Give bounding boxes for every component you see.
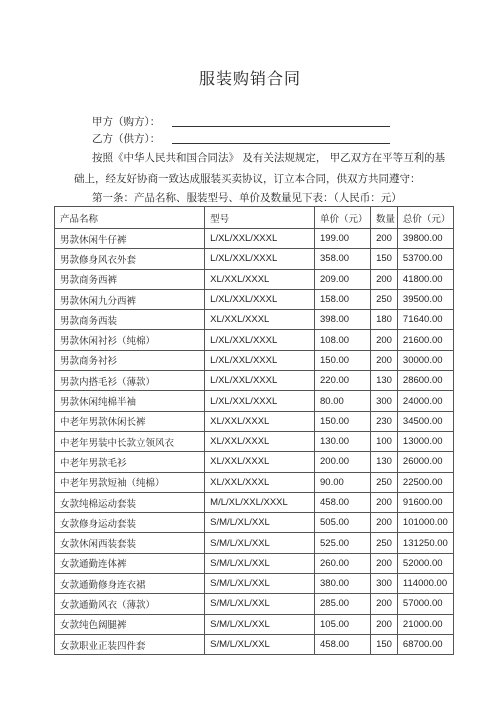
cell-total-price: 21000.00 bbox=[397, 614, 453, 634]
cell-model: S/M/L/XL/XXL bbox=[205, 553, 315, 573]
cell-total-price: 53700.00 bbox=[397, 249, 453, 269]
cell-unit-price: 90.00 bbox=[315, 472, 371, 492]
cell-model: M/L/XL/XXL/XXXL bbox=[205, 492, 315, 512]
table-row bbox=[55, 533, 454, 553]
table-row bbox=[55, 594, 454, 614]
cell-unit-price: 220.00 bbox=[315, 371, 371, 391]
cell-model: L/XL/XXL/XXXL bbox=[205, 289, 315, 309]
cell-unit-price: 358.00 bbox=[315, 249, 371, 269]
cell-unit-price: 505.00 bbox=[315, 513, 371, 533]
cell-total-price: 22500.00 bbox=[397, 472, 453, 492]
cell-unit-price: 458.00 bbox=[315, 634, 371, 654]
cell-product-name: 女款纯棉运动套装 bbox=[55, 492, 205, 512]
party-b-blank-line bbox=[172, 133, 390, 144]
cell-product-name: 男款内搭毛衫（薄款） bbox=[55, 371, 205, 391]
cell-quantity: 250 bbox=[371, 289, 398, 309]
cell-product-name: 男款商务衬衫 bbox=[55, 350, 205, 370]
cell-quantity: 200 bbox=[371, 350, 398, 370]
cell-model: S/M/L/XL/XXL bbox=[205, 634, 315, 654]
party-a-row bbox=[92, 114, 390, 129]
cell-product-name: 中老年男款短袖（纯棉） bbox=[55, 472, 205, 492]
cell-unit-price: 458.00 bbox=[315, 492, 371, 512]
cell-quantity: 200 bbox=[371, 229, 398, 249]
table-row bbox=[55, 350, 454, 370]
cell-model: L/XL/XXL/XXXL bbox=[205, 371, 315, 391]
cell-model: XL/XXL/XXXL bbox=[205, 310, 315, 330]
document-title: 服装购销合同 bbox=[198, 69, 301, 88]
cell-quantity: 200 bbox=[371, 269, 398, 289]
cell-total-price: 91600.00 bbox=[397, 492, 453, 512]
product-table bbox=[54, 206, 454, 655]
cell-quantity: 250 bbox=[371, 472, 398, 492]
table-row bbox=[55, 513, 454, 533]
cell-total-price: 13000.00 bbox=[397, 431, 453, 451]
cell-unit-price: 80.00 bbox=[315, 391, 371, 411]
table-row bbox=[55, 249, 454, 269]
cell-model: S/M/L/XL/XXL bbox=[205, 594, 315, 614]
cell-total-price: 68700.00 bbox=[397, 634, 453, 654]
party-a-label: 甲方（购方）： bbox=[92, 116, 161, 128]
header-total-price: 总价（元） bbox=[397, 207, 453, 229]
cell-total-price: 34500.00 bbox=[397, 411, 453, 431]
cell-product-name: 女款通勤风衣（薄款） bbox=[55, 594, 205, 614]
cell-quantity: 200 bbox=[371, 492, 398, 512]
cell-quantity: 180 bbox=[371, 310, 398, 330]
cell-product-name: 女款通勤连体裤 bbox=[55, 553, 205, 573]
cell-unit-price: 130.00 bbox=[315, 431, 371, 451]
cell-product-name: 女款修身运动套装 bbox=[55, 513, 205, 533]
cell-unit-price: 260.00 bbox=[315, 553, 371, 573]
table-row bbox=[55, 229, 454, 249]
cell-product-name: 男款商务西裤 bbox=[55, 269, 205, 289]
table-row bbox=[55, 553, 454, 573]
cell-quantity: 150 bbox=[371, 634, 398, 654]
cell-quantity: 230 bbox=[371, 411, 398, 431]
cell-model: L/XL/XXL/XXXL bbox=[205, 330, 315, 350]
cell-model: L/XL/XXL/XXXL bbox=[205, 249, 315, 269]
cell-model: XL/XXL/XXXL bbox=[205, 452, 315, 472]
table-header-row bbox=[55, 207, 454, 229]
cell-model: L/XL/XXL/XXXL bbox=[205, 229, 315, 249]
cell-product-name: 女款纯色阔腿裤 bbox=[55, 614, 205, 634]
cell-quantity: 130 bbox=[371, 452, 398, 472]
cell-quantity: 200 bbox=[371, 614, 398, 634]
cell-quantity: 300 bbox=[371, 574, 398, 594]
header-product-name: 产品名称 bbox=[55, 207, 205, 229]
cell-total-price: 101000.00 bbox=[397, 513, 453, 533]
cell-model: S/M/L/XL/XXL bbox=[205, 513, 315, 533]
cell-product-name: 男款休闲九分西裤 bbox=[55, 289, 205, 309]
cell-total-price: 131250.00 bbox=[397, 533, 453, 553]
cell-model: XL/XXL/XXXL bbox=[205, 411, 315, 431]
cell-quantity: 200 bbox=[371, 330, 398, 350]
cell-product-name: 中老年男款休闲长裤 bbox=[55, 411, 205, 431]
cell-quantity: 200 bbox=[371, 594, 398, 614]
table-row bbox=[55, 614, 454, 634]
header-model: 型号 bbox=[205, 207, 315, 229]
table-row bbox=[55, 411, 454, 431]
table-row bbox=[55, 574, 454, 594]
cell-product-name: 男款休闲牛仔裤 bbox=[55, 229, 205, 249]
cell-unit-price: 200.00 bbox=[315, 452, 371, 472]
cell-unit-price: 199.00 bbox=[315, 229, 371, 249]
cell-total-price: 24000.00 bbox=[397, 391, 453, 411]
cell-model: L/XL/XXL/XXXL bbox=[205, 350, 315, 370]
party-b-row bbox=[92, 131, 390, 146]
cell-total-price: 114000.00 bbox=[397, 574, 453, 594]
cell-total-price: 28600.00 bbox=[397, 371, 453, 391]
cell-unit-price: 158.00 bbox=[315, 289, 371, 309]
cell-model: XL/XXL/XXXL bbox=[205, 472, 315, 492]
cell-model: XL/XXL/XXXL bbox=[205, 269, 315, 289]
cell-unit-price: 150.00 bbox=[315, 350, 371, 370]
table-row bbox=[55, 310, 454, 330]
cell-model: XL/XXL/XXXL bbox=[205, 431, 315, 451]
cell-unit-price: 398.00 bbox=[315, 310, 371, 330]
cell-quantity: 100 bbox=[371, 431, 398, 451]
cell-unit-price: 285.00 bbox=[315, 594, 371, 614]
cell-model: L/XL/XXL/XXXL bbox=[205, 391, 315, 411]
cell-model: S/M/L/XL/XXL bbox=[205, 533, 315, 553]
cell-unit-price: 525.00 bbox=[315, 533, 371, 553]
intro-paragraph-line-1: 按照《中华人民共和国合同法》 及有关法规规定， 甲乙双方在平等互利的基 bbox=[92, 152, 446, 164]
cell-product-name: 男款休闲衬衫（纯棉） bbox=[55, 330, 205, 350]
cell-product-name: 男款商务西装 bbox=[55, 310, 205, 330]
cell-total-price: 26000.00 bbox=[397, 452, 453, 472]
cell-total-price: 57000.00 bbox=[397, 594, 453, 614]
cell-total-price: 39800.00 bbox=[397, 229, 453, 249]
cell-quantity: 250 bbox=[371, 533, 398, 553]
cell-product-name: 中老年男装中长款立领风衣 bbox=[55, 431, 205, 451]
cell-product-name: 女款职业正装四件套 bbox=[55, 634, 205, 654]
table-row bbox=[55, 472, 454, 492]
table-row bbox=[55, 391, 454, 411]
cell-product-name: 男款休闲纯棉半袖 bbox=[55, 391, 205, 411]
cell-unit-price: 108.00 bbox=[315, 330, 371, 350]
cell-quantity: 200 bbox=[371, 553, 398, 573]
cell-unit-price: 380.00 bbox=[315, 574, 371, 594]
cell-product-name: 中老年男款毛衫 bbox=[55, 452, 205, 472]
clause-1-heading: 第一条：产品名称、服装型号、单价及数量见下表：（人民币：元） bbox=[92, 192, 402, 204]
table-row bbox=[55, 289, 454, 309]
cell-total-price: 71640.00 bbox=[397, 310, 453, 330]
table-row bbox=[55, 492, 454, 512]
cell-total-price: 41800.00 bbox=[397, 269, 453, 289]
cell-unit-price: 209.00 bbox=[315, 269, 371, 289]
cell-quantity: 300 bbox=[371, 391, 398, 411]
cell-quantity: 150 bbox=[371, 249, 398, 269]
cell-unit-price: 150.00 bbox=[315, 411, 371, 431]
cell-quantity: 130 bbox=[371, 371, 398, 391]
cell-model: S/M/L/XL/XXL bbox=[205, 614, 315, 634]
party-a-blank-line bbox=[172, 116, 390, 127]
cell-total-price: 52000.00 bbox=[397, 553, 453, 573]
table-row bbox=[55, 431, 454, 451]
cell-total-price: 30000.00 bbox=[397, 350, 453, 370]
header-quantity: 数量 bbox=[371, 207, 398, 229]
table-row bbox=[55, 269, 454, 289]
cell-unit-price: 105.00 bbox=[315, 614, 371, 634]
cell-product-name: 男款修身风衣外套 bbox=[55, 249, 205, 269]
party-b-label: 乙方（供方）： bbox=[92, 133, 161, 145]
cell-product-name: 女款休闲西装套装 bbox=[55, 533, 205, 553]
header-unit-price: 单价（元） bbox=[315, 207, 371, 229]
cell-total-price: 39500.00 bbox=[397, 289, 453, 309]
cell-total-price: 21600.00 bbox=[397, 330, 453, 350]
cell-quantity: 200 bbox=[371, 513, 398, 533]
intro-paragraph-line-2: 础上，经友好协商一致达成服装买卖协议，订立本合同，供双方共同遵守： bbox=[74, 173, 421, 185]
table-row bbox=[55, 634, 454, 654]
table-row bbox=[55, 452, 454, 472]
cell-model: S/M/L/XL/XXL bbox=[205, 574, 315, 594]
table-body bbox=[55, 229, 454, 655]
table-row bbox=[55, 330, 454, 350]
cell-product-name: 女款通勤修身连衣裙 bbox=[55, 574, 205, 594]
table-row bbox=[55, 371, 454, 391]
